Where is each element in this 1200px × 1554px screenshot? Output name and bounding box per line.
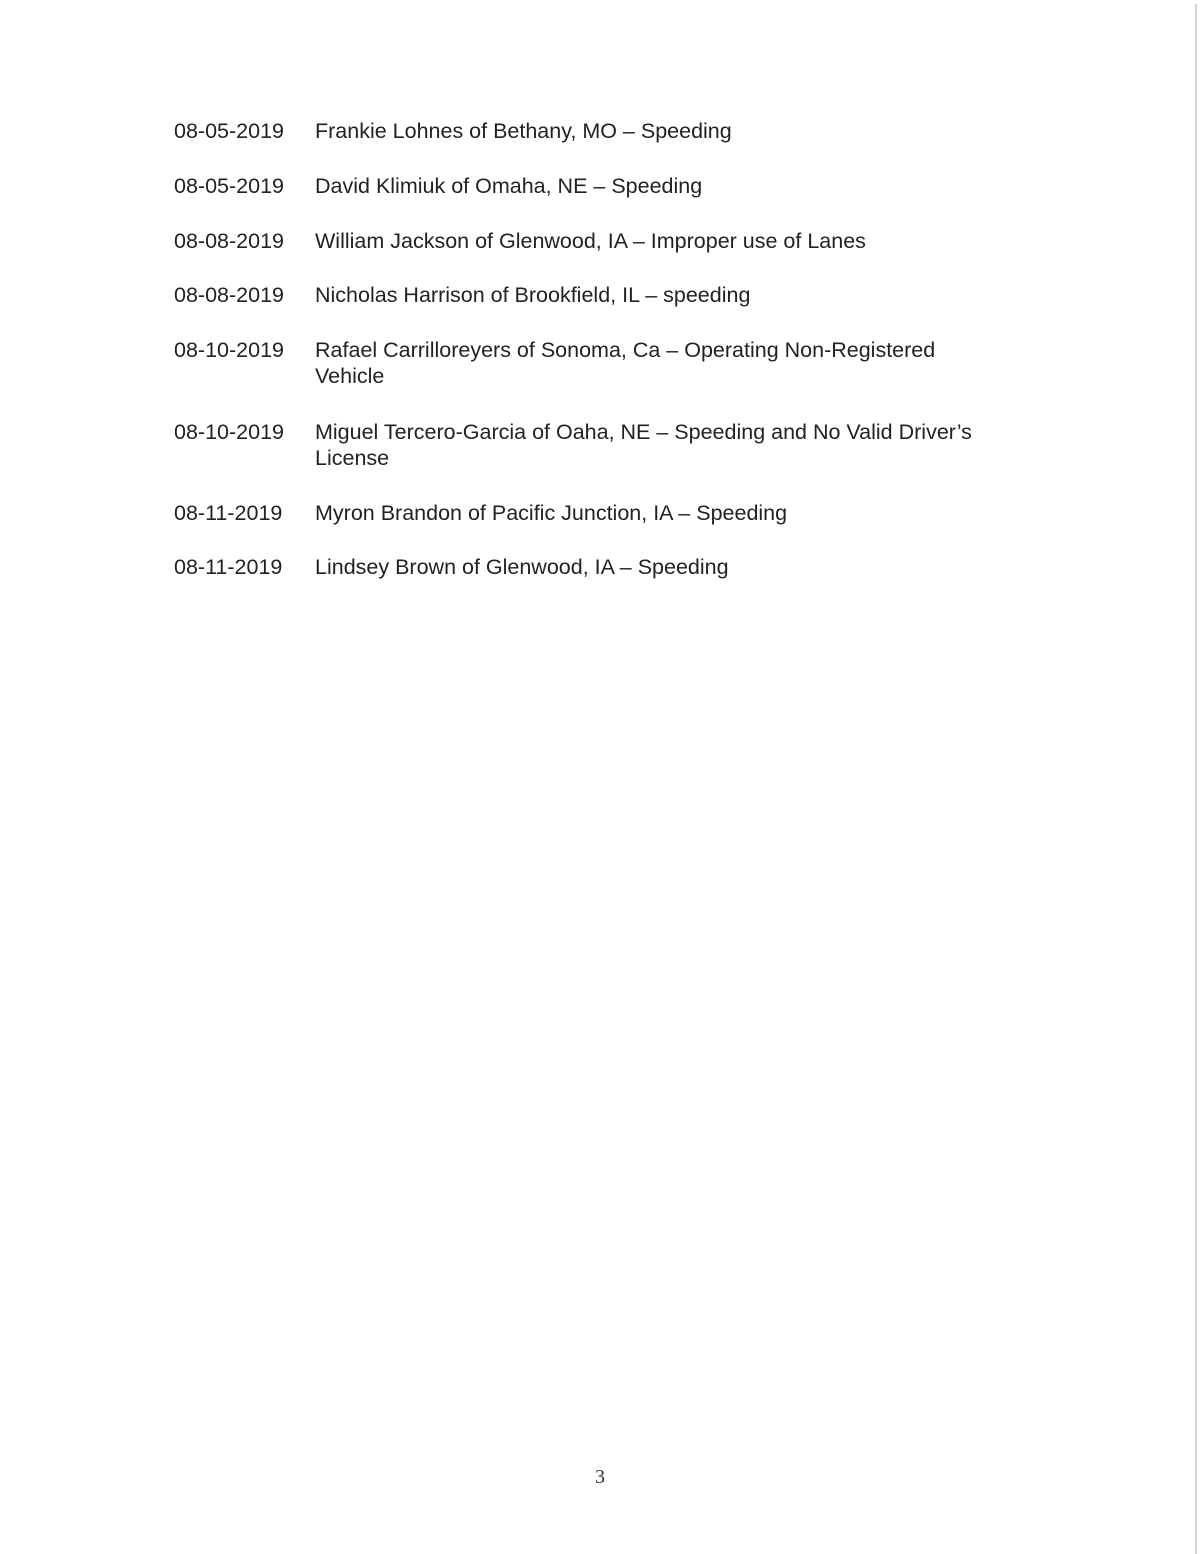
entry-text: Nicholas Harrison of Brookfield, IL – speeding <box>315 283 751 307</box>
entry-date: 08-11-2019 <box>174 501 283 525</box>
entry-date: 08-05-2019 <box>174 119 284 143</box>
entry-date: 08-10-2019 <box>174 420 284 444</box>
entry-date: 08-08-2019 <box>174 283 284 307</box>
list-item <box>174 419 1034 471</box>
list-item <box>174 500 1034 526</box>
entry-text: William Jackson of Glenwood, IA – Improper use of Lanes <box>315 229 866 253</box>
list-item <box>174 228 1034 254</box>
entry-text: Frankie Lohnes of Bethany, MO – Speeding <box>315 119 732 143</box>
entry-text: Rafael Carrilloreyers of Sonoma, Ca – Operating Non-Registered Vehicle <box>315 338 936 388</box>
entry-date: 08-05-2019 <box>174 174 284 198</box>
entry-text: Myron Brandon of Pacific Junction, IA – Speeding <box>315 501 788 525</box>
entry-date: 08-11-2019 <box>174 555 283 579</box>
entry-text: Miguel Tercero-Garcia of Oaha, NE – Speeding and No Valid Driver’s License <box>315 420 972 470</box>
list-item <box>174 118 1034 144</box>
entry-text: David Klimiuk of Omaha, NE – Speeding <box>315 174 703 198</box>
list-item <box>174 554 1034 580</box>
page-edge-line <box>1195 4 1197 1554</box>
list-item <box>174 173 1034 199</box>
entry-date: 08-10-2019 <box>174 338 284 362</box>
list-item <box>174 337 1034 389</box>
page-number: 3 <box>595 1466 605 1488</box>
entry-date: 08-08-2019 <box>174 229 284 253</box>
list-item <box>174 282 1034 308</box>
entry-text: Lindsey Brown of Glenwood, IA – Speeding <box>315 555 729 579</box>
